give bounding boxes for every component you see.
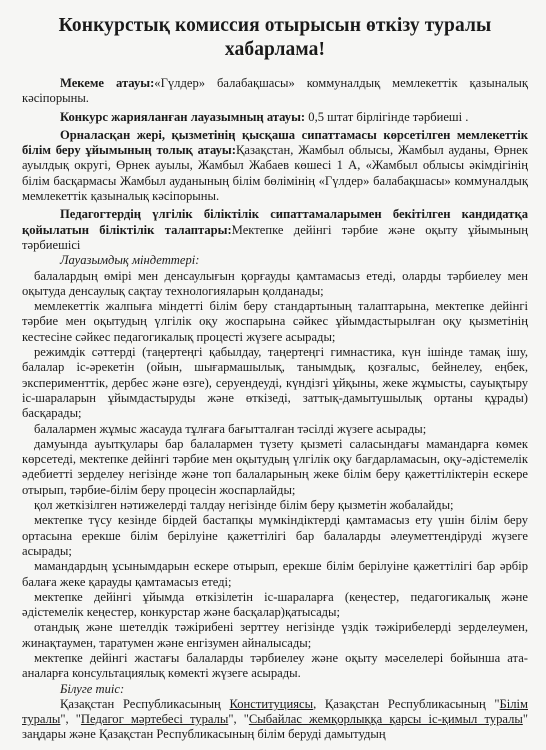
org-value: «Гүлдер» балабақшасы» коммуналдық мемлекеттік қазыналық кәсіпорыны. bbox=[22, 76, 529, 106]
org-label: Мекеме атауы: bbox=[60, 76, 155, 90]
position-value: 0,5 штат бірлігінде тәрбиеші . bbox=[305, 109, 469, 124]
must-know-text bbox=[22, 697, 528, 743]
law-teacher-link[interactable]: Педагог мәртебесі туралы bbox=[80, 712, 229, 727]
duty-item: мектепке дейінгі жастағы балаларды тәрбиелеу және оқыту мәселелері бойынша ата-аналарға консультациялық көмекті жүзеге асырады. bbox=[22, 650, 528, 681]
must-know-suffix: " заңдары және Қазақстан Республикасының білім беруді дамытудың bbox=[22, 712, 528, 742]
requirements-line bbox=[22, 207, 528, 253]
must-know-mid1: , Қазақстан Республикасының " bbox=[313, 696, 500, 711]
duty-item: мектепке дейінгі ұйымда өткізілетін іс-шараларға (кеңестер, педагогикалық және әдістемелік кеңестер, конкурстар және басқалар)қатысады; bbox=[22, 589, 528, 620]
org-line bbox=[22, 76, 528, 107]
law-corruption-link[interactable]: Сыбайлас жемқорлыққа қарсы іс-қимыл туралы bbox=[248, 712, 523, 727]
location-line bbox=[22, 128, 528, 204]
constitution-link[interactable]: Конституциясы bbox=[229, 696, 314, 711]
duty-item: отандық және шетелдік тәжірибені зерттеу негізінде үздік тәжірибелерді зерделеумен, жинақтаумен, таратумен және енгізумен айналысады; bbox=[22, 620, 528, 650]
duty-item: балалардың өмірі мен денсаулығын қорғауды қамтамасыз етеді, оларды тәрбиелеу мен оқытуда денсаулық сақтау технологияларын қолданады; bbox=[22, 268, 528, 298]
duty-item: мамандардың ұсынымдарын ескере отырып, ерекше білім берілуіне қажеттілігі бар әрбір балаға жеке қарауды қамтамасыз етеді; bbox=[22, 559, 528, 589]
location-label: Орналасқан жері, қызметінің қысқаша сипаттамасы көрсетілген мемлекеттік білім беру ұйымының толық атауы: bbox=[22, 127, 528, 158]
must-know-prefix: Қазақстан Республикасының bbox=[60, 696, 230, 711]
duty-item: мектепке түсу кезінде бірдей бастапқы мүмкіндіктерді қамтамасыз ету үшін білім беру ортасына ерекше білім берілуіне қажеттілігі бар балаларды әлеуметтендіруді жүзеге асырады; bbox=[22, 513, 528, 558]
duty-item: балалармен жұмыс жасауда тұлғаға бағытталған тәсілді жүзеге асырады; bbox=[34, 421, 427, 436]
duty-item: қол жеткізілген нәтижелерді талдау негізінде білім беру қызметін жобалайды; bbox=[34, 498, 454, 513]
duties-heading: Лауазымдық міндеттері: bbox=[60, 253, 200, 268]
requirements-label: Педагогтердің үлгілік біліктілік сипаттамаларымен бекітілген кандидатқа қойылатын біліктілік талаптары: bbox=[22, 207, 528, 237]
requirements-value: Мектепке дейінгі тәрбие және оқыту ұйымының тәрбиешісі bbox=[22, 222, 528, 252]
duty-item: мемлекеттік жалпыға міндетті білім беру стандартының талаптарына, мектепке дейінгі тәрбие мен оқытудың үлгілік оқу жоспарына сәйкес ұйымдастырылған оқу қызметінің кестесіне сәйкес педагогикалық процесті жүзеге асырады; bbox=[22, 299, 528, 344]
law-education-link[interactable]: Білім туралы bbox=[22, 696, 528, 727]
must-know-mid3: ", " bbox=[228, 712, 249, 727]
position-label: Конкурс жарияланған лауазымның атауы: bbox=[60, 109, 306, 124]
page-title: Конкурстық комиссия отырысын өткізу туралы хабарлама! bbox=[58, 15, 492, 60]
duty-item: дамуында ауытқулары бар балалармен түзету қызметі саласындағы мамандарға көмек көрсетеді, мектепке дейінгі тәрбие мен оқытудың үлгілік оқу бағдарламасын, оқу-әдістемелік әдебиетті зерделеу негізінде және топ балаларының жеке білім беру қажеттіліктерін ескере отырып, тәрбие-білім беру процесін жоспарлайды; bbox=[22, 436, 528, 497]
location-value: Қазақстан, Жамбыл облысы, Жамбыл ауданы, Өрнек ауылдық округі, Өрнек ауылы, Жамбыл Жабаев көшесі 1 А, «Жамбыл облысы әкімдігінің білім басқармасы Жамбыл ауданының білім бөлімінің «Гүлдер» балабақшасы» коммуналдық мемлекеттік қазыналық кәсіпорыны. bbox=[22, 143, 528, 204]
position-line bbox=[22, 110, 528, 125]
must-know-mid2: ", " bbox=[60, 712, 81, 727]
must-know-heading: Білуге тиіс: bbox=[60, 681, 125, 696]
duty-item: режимдік сәттерді (таңертеңгі қабылдау, таңертеңгі гимнастика, күн ішінде тамақ ішу, балалар іс-әрекетін (ойын, шығармашылық, танымдық, қозғалыс, бейнелеу, еңбек, эксперименттік, дербес және өзге), серуендеуді, күндізгі ұйқыны, жеке жұмысты, сауықтыру іс-шараларын ұйымдастыруды және өткізеді, заттық-дамытушылық ортаны құрады) басқарады; bbox=[22, 345, 528, 421]
